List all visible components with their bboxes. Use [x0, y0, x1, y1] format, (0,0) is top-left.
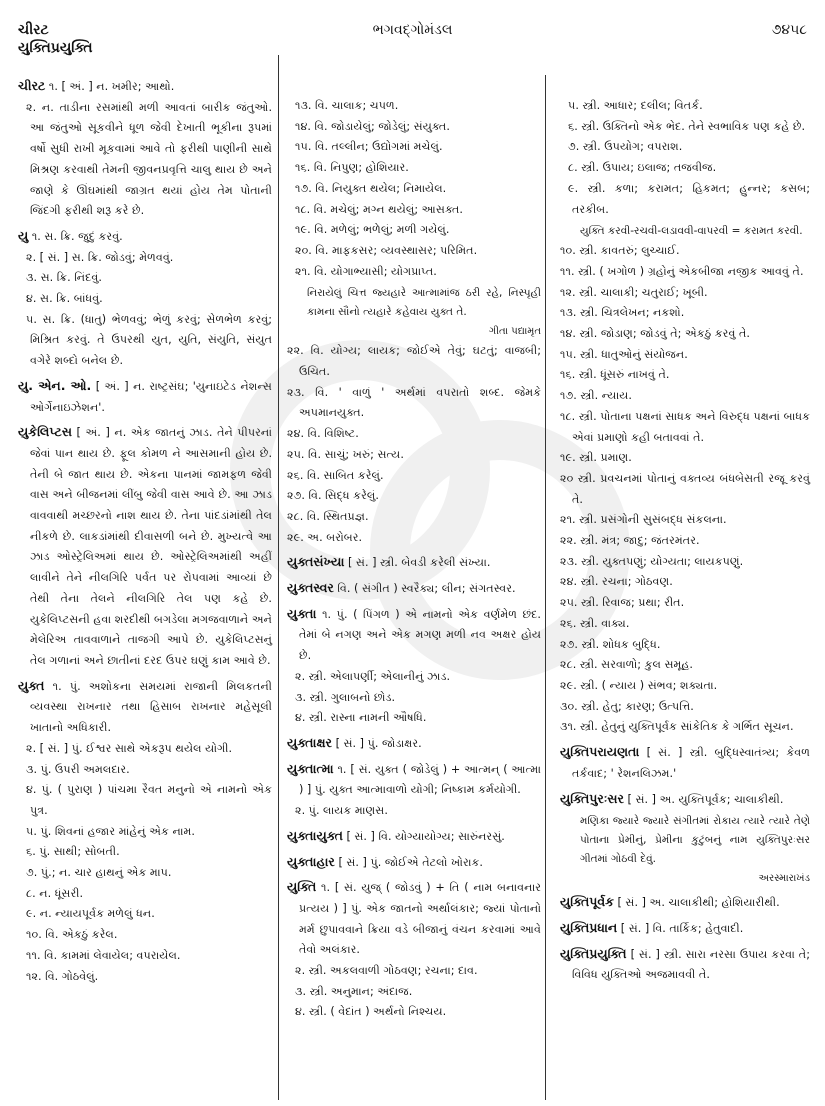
sense-line [560, 892, 810, 914]
sense-line [560, 789, 810, 811]
sense-line [287, 733, 541, 755]
definition-text: ૬. સ્ત્રી. ઉક્તિનો એક ભેદ. તેને સ્વભાવિક પણ કહે છે. [568, 119, 806, 133]
definition-text: ૨૦ સ્ત્રી. પ્રવચનમાં પોતાનું વક્તવ્ય બંધબેસતી રજૂ કરવું તે. [560, 471, 810, 506]
dictionary-entry [560, 892, 810, 914]
definition-text: [ સં. ] અ. યુક્તિપૂર્વક; ચાલાકીથી. [627, 792, 784, 806]
headword: યુક્તિપ્રધાન [560, 919, 618, 935]
definition-text: ૫. સ્ત્રી. આધાર; દલીલ; વિતર્ક. [568, 99, 703, 112]
headword: યુક્તાક્ષર [287, 734, 333, 750]
sense-line [560, 944, 810, 986]
sense-line [18, 760, 272, 781]
sense-line [287, 96, 541, 117]
definition-text: ૧૯. વિ. મળેલું; ભળેલું; મળી ગયેલું. [295, 223, 450, 237]
sense-line [287, 220, 541, 241]
sense-line [560, 96, 810, 117]
sense-line [287, 424, 541, 445]
sense-line [287, 759, 541, 801]
headword: યુ [18, 227, 29, 243]
sense-line [560, 717, 810, 738]
sense-line [287, 961, 541, 982]
sense-line [18, 310, 272, 372]
sense-line [287, 507, 541, 528]
definition-text: ૪. સ્ત્રી. ( વેદાંત ) અર્થનો નિશ્ચય. [295, 1005, 447, 1019]
sense-line [18, 884, 272, 905]
definition-text: ૧. [ સં. યુક્ત ( જોડેલું ) + આત્મન્ ( આત્મા ) ] પું. યુક્ત આત્માવાળો યોગી; નિષ્કામ કર્મયોગી. [299, 762, 541, 797]
sense-line [287, 667, 541, 688]
sense-line [287, 708, 541, 729]
headword: ચીરટ [18, 78, 46, 93]
definition-text: [ સં. ] અ. ચાલાકીથી; હોશિયારીથી. [617, 896, 780, 910]
definition-text: ૨૭. સ્ત્રી. શોધક બુદ્ધિ. [560, 637, 661, 651]
definition-text: ૧૧. સ્ત્રી. ( ખગોળ ) ગ્રહોનું એકબીજા નજીક આવવું તે. [560, 264, 804, 278]
definition-text: ૭. પું.; ન. ચાર હાથનું એક માપ. [26, 866, 172, 880]
sense-line [18, 780, 272, 821]
sense-line [560, 158, 810, 179]
header-last-word: યુક્તિપ્રયુક્તિ [18, 40, 93, 56]
definition-text: ૨૧. વિ. યોગાભ્યાસી; યોગપ્રાપ્ત. [295, 264, 437, 278]
sense-line [287, 262, 541, 283]
column-3 [560, 96, 810, 990]
sense-line [560, 593, 810, 614]
sense-line [18, 739, 272, 760]
sense-line [18, 289, 272, 310]
definition-text: ૧. [ સં. યુજ્ ( જોડવું ) + તિ ( નામ બનાવનાર પ્રત્યય ) ] પું. એક જાતનો અર્થાલંકાર; જ્યાં પોતાનો મર્મ છુપાવવાને ક્રિયા વડે બીજાનું વંચન કરવામાં આવે તેવો અલંકાર. [299, 881, 542, 957]
definition-text: ૨. પું. લાયક માણસ. [295, 804, 388, 818]
sense-line [18, 376, 272, 418]
definition-text: ૨૩. સ્ત્રી. યુક્તપણું; યોગ્યતા; લાયકપણું. [560, 554, 744, 568]
definition-text: ૨. સ્ત્રી. એલાપર્ણી; એલાનીનું ઝાડ. [295, 669, 451, 683]
sense-line [287, 552, 541, 574]
definition-text: [ સં. ] સ્ત્રી. સારા નરસા ઉપાય કરવા તે; વિવિધ યુક્તિઓ અજમાવવી તે. [572, 947, 810, 982]
sense-line [560, 635, 810, 656]
definition-text: [ સં. ] વિ. તાર્કિક; હેતુવાદી. [620, 921, 744, 935]
sense-line [287, 688, 541, 709]
sense-line [287, 801, 541, 822]
dictionary-entry [18, 76, 272, 222]
definition-text: ૨૮. સ્ત્રી. સરવાળો; કુલ સમૂહ. [560, 658, 693, 672]
definition-text: ૨૦. વિ. માફકસર; વ્યવસ્થાસર; પરિમિત. [295, 243, 478, 257]
dictionary-entry [287, 96, 541, 548]
quote-text: મણિકા જ્યારે જ્યારે સંગીતમાં રોકાય ત્યારે ત્યારે તેણે પોતાના પ્રેમીનું, પ્રેમીના કુટુંબનું નામ યુક્તિપુરઃસર ગીતમાં ગોઠવી દેવું. [580, 815, 810, 866]
definition-text: ૨. [ સં. ] સ. ક્રિ. જોડવું; મેળવવું. [26, 250, 174, 264]
definition-text: ૧. સ. ક્રિ. જુદું કરવું. [31, 229, 123, 243]
headword: યુક્તિપૂર્વક [560, 894, 614, 910]
sense-line [560, 365, 810, 386]
definition-text: ૧૧. વિ. કામમાં લેવાયેલ; વપરાયેલ. [26, 948, 181, 962]
sense-line [560, 303, 810, 324]
sense-line [18, 76, 272, 98]
sense-line [287, 445, 541, 466]
definition-text: [ સં. ] સ્ત્રી. બુદ્ધિસ્વાતંત્ર્ય; કેવળ તર્કવાદ; ' રેશનલિઝમ.' [572, 746, 810, 780]
sense-line [560, 407, 810, 448]
sense-line [560, 117, 810, 138]
sense-line [560, 386, 810, 407]
sense-line [560, 697, 810, 718]
definition-text: ૯. સ્ત્રી. કળા; કરામત; હિકમત; હુન્નર; કસબ; તરકીબ. [568, 181, 810, 216]
sense-line [287, 241, 541, 262]
sense-line [287, 852, 541, 874]
sense-line [287, 826, 541, 848]
definition-text: ૧૬. વિ. નિપુણ; હોશિયાર. [295, 161, 409, 175]
sense-line [560, 918, 810, 940]
sense-line [18, 822, 272, 843]
definition-text: ૮. સ્ત્રી. ઉપાય; ઇલાજ; તજવીજ. [568, 161, 717, 175]
definition-text: ૯. ન. ન્યાયપૂર્વક મળેલું ધન. [26, 907, 155, 921]
definition-text: ૨૩. વિ. ' વાળું ' અર્થમાં વપરાતો શબ્દ. જેમકે અપમાનયુક્ત. [287, 385, 541, 420]
sense-line [18, 946, 272, 967]
definition-text: ૩. સ્ત્રી. ગુલાબનો છોડ. [295, 690, 396, 704]
definition-text: ૨૮. વિ. સ્થિતપ્રજ્ઞ. [287, 509, 369, 523]
definition-text: ૨૯. અ. બરોબર. [287, 530, 363, 544]
definition-text: ૨૨. સ્ત્રી. મંત્ર; જાદુ; જંતરમંતર. [560, 534, 700, 548]
dictionary-entry [560, 789, 810, 889]
dictionary-entry [18, 226, 272, 372]
sense-line [287, 486, 541, 507]
definition-text: ૨૫. વિ. સાચું; ખરું; સત્ય. [287, 447, 404, 461]
header-first-word: ચીરટ [18, 22, 49, 38]
definition-text: ૨. [ સં. ] પું. ઈશ્વર સાથે એકરૂપ થયેલ યોગી. [26, 741, 233, 755]
definition-text: ૨૯. સ્ત્રી. ( ન્યાય ) સંભવ; શક્યતા. [560, 678, 718, 692]
sense-line [18, 248, 272, 269]
definition-text: ૧. પું. અશોકના સમયમાં રાજાની મિલકતની વ્યવસ્થા રાખનાર તથા હિસાબ રાખનાર મહેસૂલી ખાતાનો અધિકારી. [30, 679, 272, 735]
dictionary-entry [18, 422, 272, 671]
definition-text: ૧૪. સ્ત્રી. જોડાણ; જોડવું તે; એકઠું કરવું તે. [560, 327, 750, 341]
sense-line [287, 528, 541, 549]
citation-quote [580, 812, 810, 888]
definition-text: ૧૭. સ્ત્રી. ન્યાય. [560, 389, 632, 403]
page-number: ૭૪૫૮ [771, 22, 807, 38]
definition-text: ૫. સ. ક્રિ. (ધાતુ) ભેળવવું; ભેળું કરવું; સેળભેળ કરવું; મિશ્રિત કરવું. તે ઉપરથી યુત, યુતિ, સંયુતિ, સંયુત વગેરે શબ્દો બનેલ છે. [26, 312, 272, 368]
sense-line [560, 510, 810, 531]
definition-text: ૧૮. સ્ત્રી. પોતાના પક્ષનાં સાધક અને વિરુદ્ધ પક્ષનાં બાધક એવાં પ્રમાણો કહી બતાવવાં તે. [560, 409, 810, 444]
headword: યુકેલિપ્ટસ [18, 424, 72, 440]
definition-text: ૪. પું. ( પુરાણ ) પાંચમા રૈવત મનુનો એ નામનો એક પુત્ર. [26, 783, 272, 817]
sense-line [18, 904, 272, 925]
sense-line [287, 604, 541, 667]
column-1 [18, 76, 272, 991]
dictionary-entry [560, 918, 810, 940]
definition-text: ૪. સ. ક્રિ. બાંધવું. [26, 292, 103, 306]
sense-line [18, 226, 272, 248]
headword: યુક્તાહાર [287, 853, 335, 869]
definition-text: ૧૩. સ્ત્રી. ચિત્રલેખન; નકશો. [560, 306, 685, 320]
definition-text: [ સં. ] વિ. યોગ્યાયોગ્ય; સારુંનરસું. [346, 829, 505, 843]
sense-line [287, 200, 541, 221]
sense-line [560, 572, 810, 593]
sense-line [287, 179, 541, 200]
definition-text: ૩. પું. ઉપરી અમલદાર. [26, 762, 130, 776]
dictionary-entry [560, 742, 810, 784]
definition-text: ૧૯. સ્ત્રી. પ્રમાણ. [560, 451, 632, 465]
definition-text: ૨૭. વિ. સિદ્ધ કરેલું. [287, 489, 379, 503]
definition-text: ૨૨. વિ. યોગ્ય; લાયક; જોઈએ તેવું; ઘટતું; વાજબી; ઉચિત. [287, 344, 541, 379]
sense-line [560, 676, 810, 697]
dictionary-entry [560, 96, 810, 738]
definition-text: ૩. સ. ક્રિ. નિંદવું. [26, 271, 102, 285]
sense-line [560, 742, 810, 784]
sense-line [560, 241, 810, 262]
definition-text: [ સં. ] સ્ત્રી. બેવડી કરેલી સંખ્યા. [347, 556, 491, 570]
definition-text: ૭. સ્ત્રી. ઉપયોગ; વપરાશ. [568, 140, 683, 154]
headword: યુક્તાયુક્ત [287, 827, 343, 843]
headword: યુક્તિપરાયણતા [560, 744, 640, 760]
column-divider [545, 75, 546, 1100]
headword: યુક્તા [287, 605, 317, 621]
definition-text: ૧. [ અં. ] ન. ખમીર; આથો. [48, 80, 175, 93]
definition-text: ૨૪. વિ. વિશિષ્ટ. [287, 427, 359, 441]
quote-source: ગીતા પદ્યામૃત [488, 326, 541, 338]
sense-line [560, 531, 810, 552]
sense-line [287, 117, 541, 138]
definition-text: [ સં. ] પું. જોડાક્ષર. [335, 736, 422, 750]
definition-text: ૩. સ્ત્રી. અનુમાન; અંદાજ. [295, 984, 413, 998]
sense-line [560, 262, 810, 283]
dictionary-entry [287, 604, 541, 729]
sense-line [18, 863, 272, 884]
headword: યુક્તસ્વર [287, 580, 334, 596]
definition-text: ૮. ન. ધૂંસરી. [26, 886, 84, 900]
definition-text: ૩૦. સ્ત્રી. હેતુ; કારણ; ઉત્પત્તિ. [560, 699, 694, 713]
headword: યુ. એન. ઓ. [18, 377, 92, 393]
sense-line [560, 324, 810, 345]
dictionary-entry [18, 376, 272, 418]
sense-line [18, 842, 272, 863]
sense-line [287, 341, 541, 382]
column-divider [278, 55, 279, 1100]
headword: યુક્તિપ્રયુક્તિ [560, 945, 627, 961]
definition-text: ૨. ન. તાડીના રસમાંથી મળી આવતાં બારીક જંતુઓ. આ જંતુઓ સૂકવીને ધૂળ જેવી દેખાતી ભૂકીના રૂપમાં વર્ષો સુધી રાખી મૂકવામાં આવે તો ફરીથી પાણીની સાથે મિશ્રણ કરવાથી તેમની જીવનપ્રવૃત્તિ ચાલુ થાય છે અને જાણે કે ઊંઘમાંથી જાગ્રત થયાં હોય તેમ પોતાની જિંદગી ફરીથી શરૂ કરે છે. [26, 100, 272, 218]
definition-text: ૧૦. સ્ત્રી. કાવતરું; લુચ્ચાઈ. [560, 244, 680, 258]
definition-text: ૧૫. સ્ત્રી. ધાતુઓનું સંયોજન. [560, 347, 688, 361]
definition-text: [ અં. ] ન. એક જાતનું ઝાડ. તેને પીપરનાં જેવાં પાન થાય છે. ફૂલ કોમળ ને આસમાની હોય છે. તેની બે જાત થાય છે. એકના પાનમાં જામફળ જેવી વાસ અને બીજનમાં લીંબુ જેવી વાસ આવે છે. આ ઝાડ વાવવાથી મચ્છરનો નાશ થાય છે. તેના પાંદડાંમાંથી તેલ નીકળે છે. લાકડાંમાંથી દીવાસળી બને છે. મુખ્યત્વે આ ઝાડ ઓસ્ટ્રેલિઅમાં થાય છે. ઓસ્ટ્રેલિઅમાંથી અહીં લાવીને તેને નીલગિરિ પર્વત પર રોપવામાં આવ્યાં છે તેથી તેના તેલને નીલગિરિ તેલ પણ કહે છે. યુકેલિપ્ટસની હવા શરદીથી બગડેલા મગજવાળાને અને મેલેરિઅ તાવવાળાને તાજગી આપે છે. યુકેલિપ્ટસનું તેલ ગળાનાં અને છાતીનાં દરદ ઉપર ઘણું કામ આવે છે. [30, 426, 272, 667]
sense-line [560, 469, 810, 510]
definition-text: ૧૨. સ્ત્રી. ચાલાકી; ચતુરાઈ; ખૂબી. [560, 285, 708, 299]
dictionary-entry [287, 877, 541, 1023]
definition-text: ૪. સ્ત્રી. રાસ્ના નામની ઔષધિ. [295, 711, 427, 725]
definition-text: ૧૬. સ્ત્રી. ધૂંસરું નાખવું તે. [560, 368, 670, 382]
definition-text: ૧૩. વિ. ચાલાક; ચપળ. [295, 99, 399, 112]
sense-line [560, 655, 810, 676]
headword: યુક્તિપુરઃસર [560, 790, 624, 806]
sense-line [287, 877, 541, 961]
dictionary-entry [287, 578, 541, 600]
definition-text: વિ. ( સંગીત ) સ્વરૈક્ય; લીન; સંગતસ્વર. [337, 582, 516, 596]
headword: યુક્તસંખ્યા [287, 554, 345, 570]
definition-text: ૧૦. વિ. એકઠું કરેલ. [26, 928, 118, 942]
definition-text: ૨૧. સ્ત્રી. પ્રસંગોની સુસંબદ્ધ સંકલના. [560, 513, 727, 527]
header-title: ભગવદ્ગોમંડલ [372, 22, 453, 38]
sense-line [560, 552, 810, 573]
definition-text: ૧. પું. ( પિંગળ ) એ નામનો એક વર્ણમેળ છંદ. તેમાં બે નગણ અને એક મગણ મળી નવ અક્ષર હોય છે. [299, 607, 541, 663]
sense-line [560, 283, 810, 304]
headword: યુક્ત [18, 677, 45, 693]
dictionary-entry [287, 759, 541, 822]
sense-line [560, 179, 810, 220]
idiom-phrase: યુક્તિ કરવી-રચવી-લડાવવી-વાપરવી = કરામત કરવી. [580, 225, 803, 238]
sense-line [287, 1002, 541, 1023]
definition-text: ૧૮. વિ. મચેલું; મગ્ન થયેલું; આસક્ત. [295, 202, 463, 216]
dictionary-entry [18, 676, 272, 988]
sense-line [560, 614, 810, 635]
sense-line [287, 383, 541, 424]
definition-text: [ અં. ] ન. રાષ્ટ્રસંઘ; 'યુનાઇટેડ નેશન્સ ઓર્ગેનાઇઝેશન'. [30, 379, 272, 414]
sense-line [560, 345, 810, 366]
sense-line [287, 982, 541, 1003]
sense-line [287, 466, 541, 487]
sense-line [18, 676, 272, 739]
sense-line [560, 448, 810, 469]
sense-line [287, 578, 541, 600]
definition-text: ૨૪. સ્ત્રી. રચના; ગોઠવણ. [560, 575, 673, 589]
dictionary-entry [287, 733, 541, 755]
dictionary-entry [560, 944, 810, 986]
quote-source: અરસ્મારાખંડ [758, 873, 810, 885]
sense-line [287, 158, 541, 179]
definition-text: ૨. સ્ત્રી. અકલવાળી ગોઠવણ; રચના; દાવ. [295, 964, 478, 978]
dictionary-entry [287, 826, 541, 848]
sense-line [18, 422, 272, 671]
definition-text: ૧૨. વિ. ગોઠવેલું. [26, 969, 99, 983]
definition-text: ૧૭. વિ. નિયુક્ત થયેલ; નિમાયેલ. [295, 181, 447, 195]
definition-text: [ સં. ] પું. જોઈએ તેટલો ખોરાક. [338, 855, 483, 869]
quote-text: નિરાયેલું ચિત્ત જ્યહારે આત્મામાંજ ઠરી રહે, નિસ્પૃહી કામના સૌનો ત્યહારે કહેવાય યુક્ત તે. [307, 287, 541, 319]
dictionary-entry [287, 852, 541, 874]
sense-line [18, 268, 272, 289]
sense-line [18, 925, 272, 946]
sense-line [18, 98, 272, 222]
definition-text: ૬. પું. સાથી; સોબતી. [26, 845, 120, 859]
definition-text: ૧૪. વિ. જોડાયેલું; જોડેલું; સંયુક્ત. [295, 119, 450, 133]
definition-text: ૧૫. વિ. તલ્લીન; ઉદ્યોગમાં મચેલું. [295, 140, 443, 154]
sense-line [18, 967, 272, 988]
definition-text: ૨૬. સ્ત્રી. વાક્ય. [560, 616, 630, 630]
column-2 [287, 96, 541, 1027]
headword: યુક્તાત્મા [287, 760, 334, 776]
sense-line [560, 137, 810, 158]
definition-text: ૫. પું. શિવનાં હજાર માંહેનું એક નામ. [26, 824, 195, 838]
dictionary-entry [287, 552, 541, 574]
definition-text: ૨૬. વિ. સાબિત કરેલું. [287, 468, 384, 482]
definition-text: ૨૫. સ્ત્રી. રિવાજ; પ્રથા; રીત. [560, 596, 685, 610]
page-header [18, 22, 807, 42]
sense-line [287, 137, 541, 158]
citation-quote [307, 284, 541, 341]
headword: યુક્તિ [287, 879, 317, 895]
definition-text: ૩૧. સ્ત્રી. હેતુનું યુક્તિપૂર્વક સાંકેતિક કે ગર્ભિત સૂચન. [560, 720, 794, 734]
